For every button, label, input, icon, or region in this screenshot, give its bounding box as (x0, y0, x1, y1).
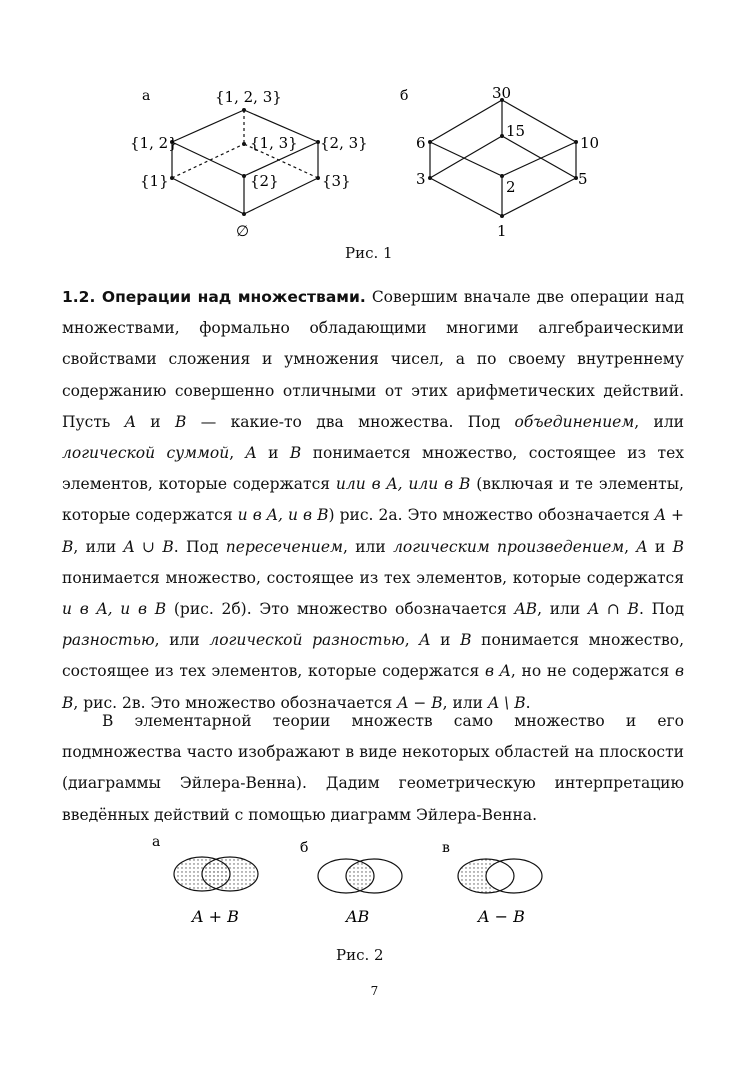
fig2a-formula: A + B (192, 907, 239, 926)
fig1b-node-label: 1 (497, 222, 507, 240)
text-run: , или (634, 412, 684, 431)
text-run: понимается множество, состоящее из тех элементов, которые содержатся (62, 444, 684, 494)
node-1 (500, 214, 504, 218)
math-var: B (460, 631, 472, 650)
venn-intersection (318, 859, 402, 893)
text-run: и (430, 631, 461, 650)
text-run: Совершим вначале две операции над множествами, формально обладающими многими алгебраическими свойствами сложения и умножения чисел, а по своему внутреннему содержанию совершенно отличными от этих арифметических действий. Пусть (62, 288, 684, 431)
node-2 (242, 174, 246, 178)
text-run: , (404, 631, 420, 650)
fig1b-node-label: 5 (578, 170, 588, 188)
formula: A − B (397, 693, 443, 712)
text-run: (включая и те элементы, которые содержатся (62, 475, 684, 525)
fig1a-edges (172, 110, 318, 214)
emphasis: и в A, и в B (237, 506, 329, 525)
math-var: B (289, 444, 302, 463)
fig1a-node-label: {1, 2} (130, 134, 178, 152)
node-15 (500, 134, 504, 138)
section-heading: 1.2. Операции над множествами. (62, 288, 366, 306)
fig1b-node-label: 10 (580, 134, 600, 152)
formula: A \ B (487, 693, 526, 712)
fig1a-node-label: {1, 3} (250, 134, 298, 152)
fig2b-label: б (300, 840, 309, 856)
node-13 (242, 142, 246, 146)
node-empty (242, 212, 246, 216)
text-run: , или (342, 537, 394, 556)
text-run: , но не содержатся (510, 662, 675, 681)
figure-2-caption: Рис. 2 (336, 946, 384, 964)
text-run: , (624, 537, 637, 556)
emphasis: и в A, и в B (62, 600, 167, 619)
fig1b-edges (430, 100, 576, 216)
fig1a-node-label: {2, 3} (320, 134, 368, 152)
text-run: , (229, 444, 246, 463)
text-run: , или (73, 537, 124, 556)
fig1a-label: а (142, 88, 151, 104)
text-run: . Под (638, 600, 684, 619)
formula: A ∩ B (587, 600, 639, 619)
emphasis: или в A, или в B (335, 475, 471, 494)
node-2 (500, 174, 504, 178)
text-run: и (647, 537, 673, 556)
section-paragraph-1 (62, 282, 684, 719)
term-logical-difference: логической разностью (209, 631, 405, 650)
term-logical-sum: логической суммой (62, 444, 230, 463)
figure-1b-lattice (390, 80, 620, 240)
section-paragraph-2: В элементарной теории множеств само множество и его подмножества часто изображают в виде некоторых областей на плоскости (диаграммы Эйлера-Венна). Дадим геометрическую интерпретацию введённых действий с помощью диаграмм Эйлера-Венна. (62, 712, 684, 824)
fig2b-formula: AB (346, 907, 370, 926)
math-var: A (245, 444, 257, 463)
fig1b-node-label: 15 (506, 122, 526, 140)
fig1a-node-label: {3} (322, 172, 351, 190)
formula: AB (514, 600, 538, 619)
fig1a-node-label: ∅ (236, 222, 250, 240)
text-run: , рис. 2в. Это множество обозначается (73, 693, 398, 712)
text-run: — какие-то два множества. Под (186, 412, 515, 431)
formula: A ∪ B (123, 537, 174, 556)
venn-difference (458, 859, 542, 893)
fig1b-node-label: 6 (416, 134, 426, 152)
page-number: 7 (370, 984, 379, 998)
math-var: B (174, 412, 187, 431)
node-10 (574, 140, 578, 144)
node-123 (242, 108, 246, 112)
figure-1a-lattice (120, 80, 380, 240)
node-3 (316, 176, 320, 180)
fig1a-node-label: {1, 2, 3} (215, 88, 282, 106)
formula: A + B (62, 506, 685, 556)
fig1a-node-label: {1} (140, 172, 169, 190)
text-run: . (525, 693, 531, 712)
node-3 (428, 176, 432, 180)
text-run: и (256, 444, 290, 463)
text-run: , или (537, 600, 588, 619)
figure-2-venn (140, 830, 600, 940)
text-run: , или (442, 693, 488, 712)
term-logical-product: логическим произведением (393, 537, 625, 556)
venn-union (174, 857, 258, 891)
math-var: A (636, 537, 648, 556)
fig2c-formula: A − B (478, 907, 525, 926)
text-run: понимается множество, состоящее из тех элементов, которые содержатся (62, 631, 685, 681)
fig2a-label: а (152, 834, 161, 850)
fig1b-node-label: 30 (492, 84, 512, 102)
math-var: A (419, 631, 431, 650)
node-1 (170, 176, 174, 180)
text-run: (рис. 2б). Это множество обозначается (166, 600, 515, 619)
text-run: ) рис. 2а. Это множество обозначается (328, 506, 655, 525)
fig1a-node-label: {2} (250, 172, 279, 190)
emphasis: в B (62, 662, 684, 712)
math-var: A (124, 412, 136, 431)
text-run: . Под (173, 537, 226, 556)
text-run: понимается множество, состоящее из тех элементов, которые содержатся (62, 568, 684, 587)
term-intersection: пересечением (225, 537, 343, 556)
figure-1-caption: Рис. 1 (345, 244, 393, 262)
term-union: объединением (514, 412, 635, 431)
text-run: , или (154, 631, 210, 650)
node-6 (428, 140, 432, 144)
math-var: B (672, 537, 684, 556)
fig1b-label: б (400, 88, 409, 104)
emphasis: в A (484, 662, 511, 681)
fig1b-node-label: 3 (416, 170, 426, 188)
fig2c-label: в (442, 840, 450, 856)
term-difference: разностью (62, 631, 155, 650)
fig1b-node-label: 2 (506, 178, 516, 196)
text-run: и (135, 412, 175, 431)
